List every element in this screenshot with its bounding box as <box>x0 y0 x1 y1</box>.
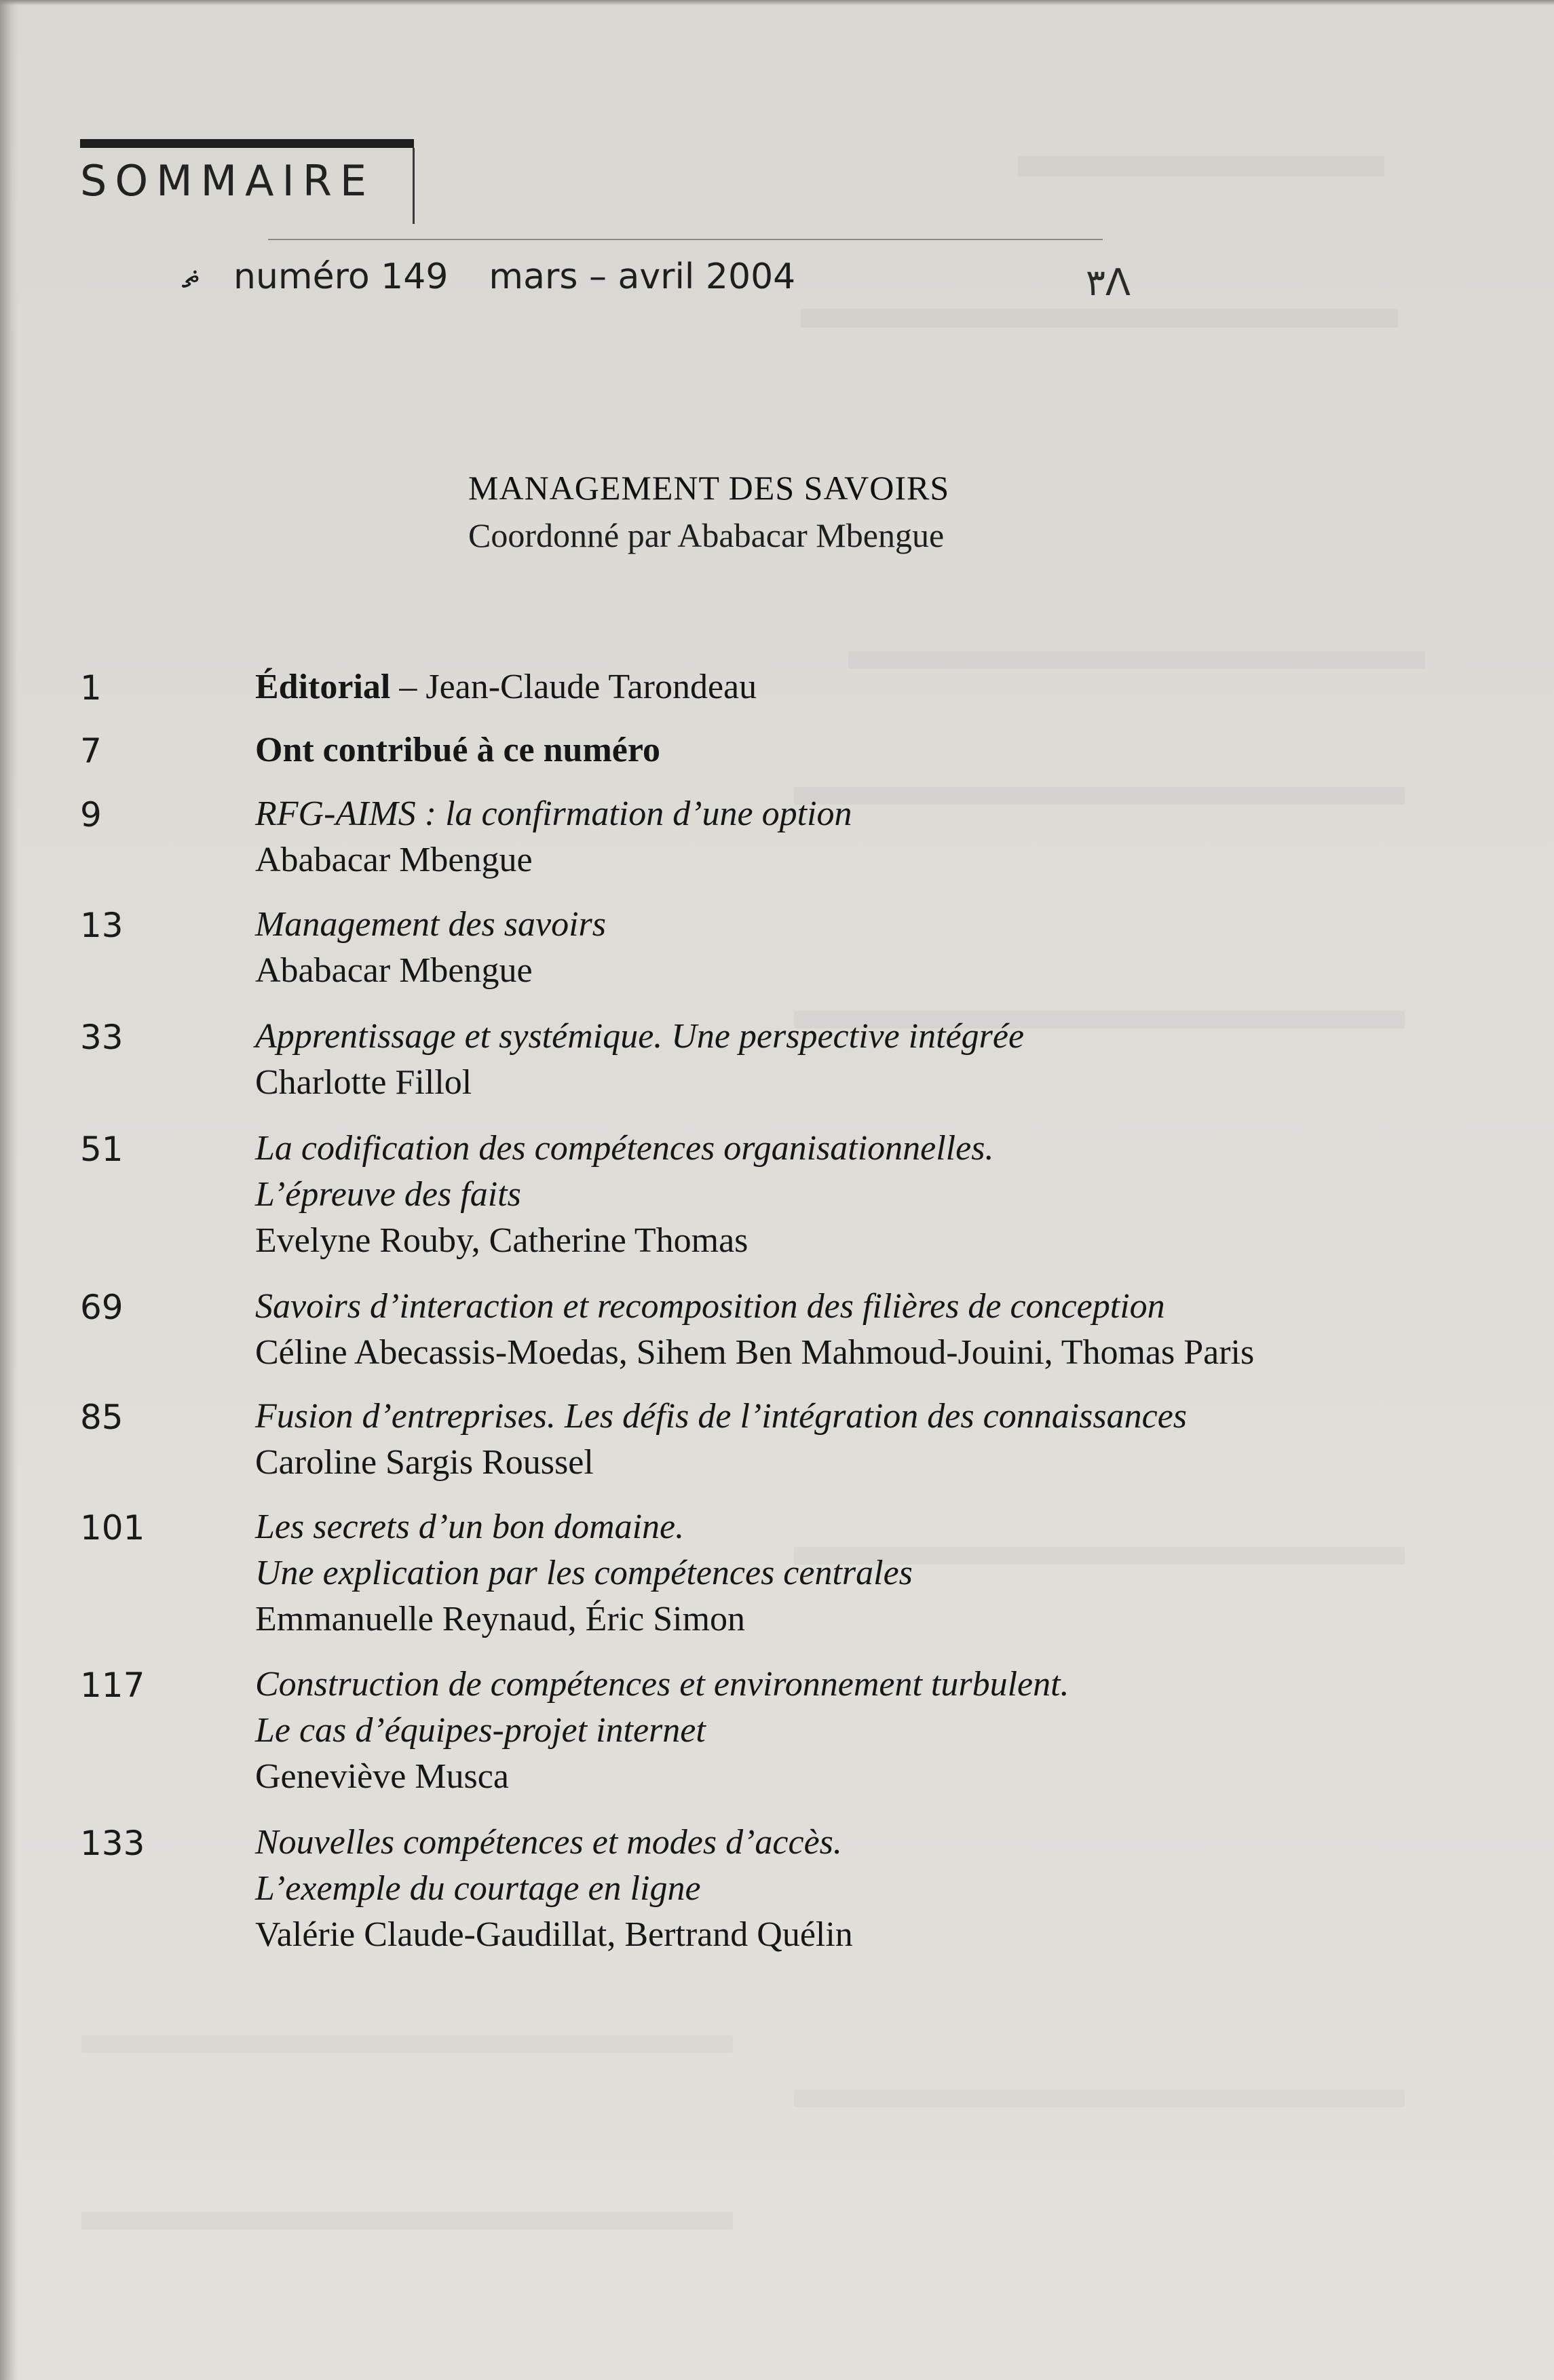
toc-author: Ababacar Mbengue <box>255 841 533 879</box>
toc-author: Céline Abecassis-Moedas, Sihem Ben Mahmoud-Jouini, Thomas Paris <box>255 1333 1255 1372</box>
toc-author: Evelyne Rouby, Catherine Thomas <box>255 1221 748 1260</box>
toc-page-number: 7 <box>80 731 102 771</box>
toc-title: Fusion d’entreprises. Les défis de l’intégration des connaissances <box>255 1397 1188 1436</box>
handwritten-mark-right: ٣Λ <box>1086 261 1131 304</box>
toc-author: Emmanuelle Reynaud, Éric Simon <box>255 1600 746 1638</box>
toc-page-number: 9 <box>80 795 102 834</box>
toc-title: La codification des compétences organisationnelles. <box>255 1129 994 1168</box>
toc-page-number: 51 <box>80 1130 124 1169</box>
toc-title-bold: Éditorial <box>255 668 391 706</box>
toc-page-number: 33 <box>80 1018 124 1057</box>
toc-title: Ont contribué à ce numéro <box>255 731 660 769</box>
dossier-coordinator: Coordonné par Ababacar Mbengue <box>468 516 945 554</box>
issue-number: numéro 149 <box>233 256 449 297</box>
section-title: SOMMAIRE <box>80 156 375 206</box>
toc-title-rest: – Jean-Claude Tarondeau <box>390 668 757 706</box>
toc-page-number: 133 <box>80 1824 145 1863</box>
handwritten-mark-left: ޡ <box>182 256 200 297</box>
toc-title: Construction de compétences et environnement turbulent. <box>255 1665 1069 1704</box>
toc-author: Geneviève Musca <box>255 1757 509 1796</box>
dossier-title: MANAGEMENT DES SAVOIRS <box>468 469 950 507</box>
toc-title: RFG-AIMS : la confirmation d’une option <box>255 794 852 833</box>
toc-subtitle: Une explication par les compétences centrales <box>255 1554 913 1592</box>
toc-page-number: 117 <box>80 1666 145 1705</box>
toc-title: Apprentissage et systémique. Une perspective intégrée <box>255 1017 1025 1056</box>
toc-author: Valérie Claude-Gaudillat, Bertrand Quélin <box>255 1915 853 1954</box>
toc-page-number: 1 <box>80 668 102 708</box>
toc-title: Management des savoirs <box>255 905 607 944</box>
toc-title: Savoirs d’interaction et recomposition des filières de conception <box>255 1287 1165 1326</box>
toc-subtitle: Le cas d’équipes-projet internet <box>255 1711 706 1750</box>
toc-page-number: 13 <box>80 906 124 945</box>
toc-page-number: 85 <box>80 1398 124 1437</box>
toc-title <box>255 670 757 705</box>
toc-subtitle: L’exemple du courtage en ligne <box>255 1869 701 1908</box>
issue-date: mars – avril 2004 <box>489 256 796 297</box>
toc-page-number: 101 <box>80 1508 145 1548</box>
toc-title: Les secrets d’un bon domaine. <box>255 1508 685 1546</box>
toc-author: Ababacar Mbengue <box>255 951 533 990</box>
toc-title: Nouvelles compétences et modes d’accès. <box>255 1823 842 1862</box>
toc-subtitle: L’épreuve des faits <box>255 1175 521 1214</box>
toc-author: Caroline Sargis Roussel <box>255 1443 594 1482</box>
toc-page-number: 69 <box>80 1288 124 1327</box>
toc-author: Charlotte Fillol <box>255 1063 472 1102</box>
